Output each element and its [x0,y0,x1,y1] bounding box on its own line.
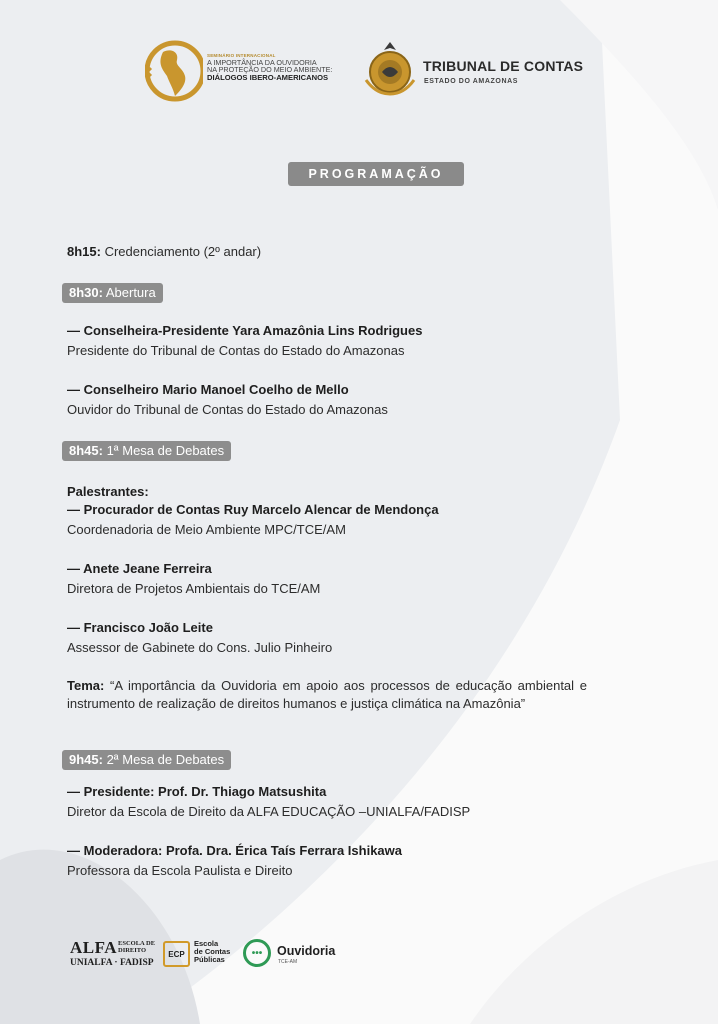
seminar-logo [145,36,355,106]
credenciamento-time: 8h15: [67,244,101,259]
tce-title: TRIBUNAL DE CONTAS [423,58,584,74]
speaker-role: Coordenadoria de Meio Ambiente MPC/TCE/AM [67,522,346,537]
speaker-role: Diretora de Projetos Ambientais do TCE/AM [67,581,321,596]
programacao-badge: PROGRAMAÇÃO [288,162,464,186]
speaker-name: — Conselheiro Mario Manoel Coelho de Mello [67,382,349,397]
seminar-title-line-3: DIÁLOGOS IBERO-AMERICANOS [207,72,329,82]
ecp-logo [163,939,241,971]
americas-globe-icon [145,38,203,104]
mesa1-time: 8h45: [69,443,103,458]
seminar-title-line-2: NA PROTEÇÃO DO MEIO AMBIENTE: [207,65,333,75]
alfa-unialfa-label: UNIALFA · FADISP [70,958,154,968]
ecp-text-line-1: Escola [194,939,219,948]
credenciamento-line [67,244,261,260]
seminar-title-line-1: A IMPORTÂNCIA DA OUVIDORIA [207,57,317,67]
speaker-role: Professora da Escola Paulista e Direito [67,863,293,878]
alfa-wordmark: ALFA [70,938,118,957]
speaker-name: — Conselheira-Presidente Yara Amazônia Lins Rodrigues [67,323,423,338]
ecp-text [194,940,230,964]
mesa2-tag [62,750,231,770]
tema-text: “A importância da Ouvidoria em apoio aos processos de educação ambiental e instrumento de realização de direitos humanos e justiça climática na Amazônia” [67,678,587,711]
mesa1-label: 1ª Mesa de Debates [102,443,225,458]
alfa-logo [70,938,160,972]
ouvidoria-title: Ouvidoria [277,944,336,958]
seminar-small-label: SEMINÁRIO INTERNACIONAL [207,53,276,58]
palestrantes-label: Palestrantes: [67,484,149,499]
tce-subtitle: ESTADO DO AMAZONAS [424,78,519,85]
ecp-mark: ECP [163,941,190,967]
mesa2-label: 2ª Mesa de Debates [102,752,225,767]
chat-bubble-icon: ••• [243,939,271,967]
abertura-tag [62,283,163,303]
abertura-label: Abertura [102,285,156,300]
speaker-name: — Anete Jeane Ferreira [67,561,212,576]
speaker-name: — Francisco João Leite [67,620,213,635]
speaker-role: Assessor de Gabinete do Cons. Julio Pinheiro [67,640,333,655]
mesa2-time: 9h45: [69,752,103,767]
ecp-text-line-3: Públicas [194,955,225,964]
speaker-name: — Moderadora: Profa. Dra. Érica Taís Ferrara Ishikawa [67,843,402,858]
tema-label: Tema: [67,678,105,693]
tce-crest-icon [362,40,418,98]
mesa1-tag [62,441,231,461]
tce-logo [362,40,602,100]
ouvidoria-subtitle: TCE-AM [278,959,298,965]
tema-paragraph [67,677,587,713]
speaker-name: — Procurador de Contas Ruy Marcelo Alencar de Mendonça [67,502,439,517]
abertura-time: 8h30: [69,285,103,300]
speaker-role: Ouvidor do Tribunal de Contas do Estado do Amazonas [67,402,388,417]
credenciamento-text: Credenciamento (2º andar) [100,244,262,259]
speaker-name: — Presidente: Prof. Dr. Thiago Matsushita [67,784,327,799]
ecp-text-line-2: de Contas [194,947,231,956]
speaker-role: Presidente do Tribunal de Contas do Estado do Amazonas [67,343,405,358]
ouvidoria-logo [243,939,353,971]
alfa-escola-label: ESCOLA DE DIREITO [118,940,156,954]
speaker-role: Diretor da Escola de Direito da ALFA EDUCAÇÃO –UNIALFA/FADISP [67,804,471,819]
